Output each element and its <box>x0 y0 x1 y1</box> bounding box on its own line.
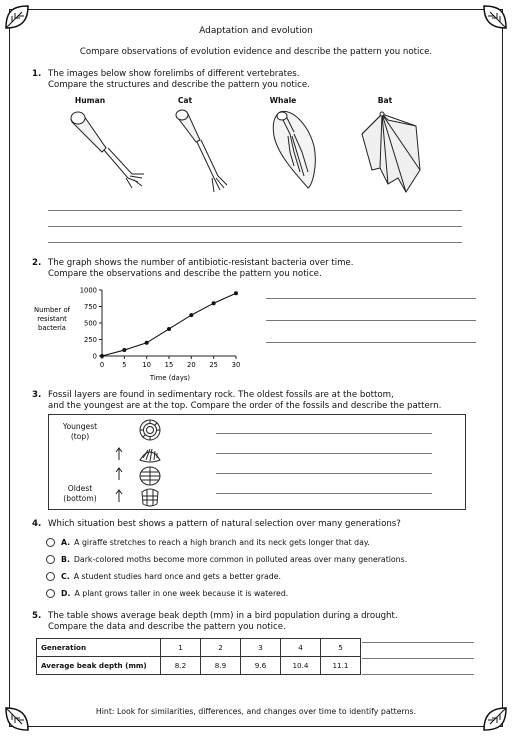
limb-label-bat: Bat <box>377 96 393 105</box>
radio-circle-icon[interactable] <box>46 589 55 598</box>
bat-wing-image <box>354 106 424 196</box>
table-cell: 2 <box>201 639 241 657</box>
oldest-label-line: (bottom) <box>63 494 97 503</box>
data-point <box>189 313 193 317</box>
question-5-line-1: The table shows average beak depth (mm) in a bird population during a drought. <box>48 611 398 621</box>
y-tick-label: 250 <box>84 335 97 344</box>
table-cell: 10.4 <box>281 657 321 675</box>
x-tick-label: 5 <box>122 361 127 369</box>
intro-text: Compare observations of evolution evidence and describe the pattern you notice. <box>79 47 433 57</box>
table-cell: 4 <box>281 639 321 657</box>
y-tick-label: 500 <box>84 319 97 328</box>
answer-line <box>266 298 476 299</box>
answer-line <box>216 453 432 454</box>
question-4-text: Which situation best shows a pattern of natural selection over many generations? <box>48 519 401 529</box>
answer-line <box>48 226 462 227</box>
y-tick-label: 1000 <box>79 286 97 295</box>
y-tick-label: 0 <box>92 352 97 361</box>
table-cell: 8.9 <box>201 657 241 675</box>
question-3-text <box>48 390 441 412</box>
table-cell: 5 <box>321 639 361 657</box>
x-tick-label: 0 <box>99 361 105 369</box>
answer-line <box>216 473 432 474</box>
question-1-line-1: The images below show forelimbs of different vertebrates. <box>48 69 300 79</box>
option-text: Dark-colored moths become more common in polluted areas over many generations. <box>73 555 408 564</box>
x-axis-label: Time (days) <box>149 374 191 382</box>
y-axis-label-line: Number of <box>33 306 71 314</box>
question-3-line-2: and the youngest are at the top. Compare the order of the fossils and describe the pattern. <box>48 401 442 411</box>
radio-circle-icon[interactable] <box>46 538 55 547</box>
fossil-column <box>110 416 170 508</box>
answer-option-d[interactable] <box>46 589 288 598</box>
answer-line <box>266 320 476 321</box>
trilobite-fossil-icon <box>142 489 158 506</box>
data-point <box>212 301 216 305</box>
table-cell: Generation <box>37 639 161 657</box>
cat-forelimb-image <box>170 108 240 198</box>
question-3-line-1: Fossil layers are found in sedimentary rock. The oldest fossils are at the bottom, <box>48 390 394 400</box>
oldest-label <box>52 484 108 504</box>
up-arrow-icon <box>116 468 122 480</box>
answer-line <box>362 674 474 675</box>
table-cell: Average beak depth (mm) <box>37 657 161 675</box>
question-number: 5. <box>32 611 42 621</box>
answer-line <box>48 210 462 211</box>
x-tick-label: 30 <box>231 361 241 369</box>
question-number: 4. <box>32 519 42 529</box>
question-number: 2. <box>32 258 42 268</box>
table-cell: 11.1 <box>321 657 361 675</box>
table-row <box>37 657 361 675</box>
answer-option-c[interactable] <box>46 572 281 581</box>
answer-line <box>48 242 462 243</box>
page-title: Adaptation and evolution <box>199 26 313 36</box>
question-5-text <box>48 611 398 633</box>
data-point <box>145 341 149 345</box>
answer-line <box>362 658 474 659</box>
question-2-text <box>48 258 354 280</box>
x-tick-label: 15 <box>164 361 174 369</box>
option-text: A plant grows taller in one week because it is watered. <box>74 589 289 598</box>
data-point <box>167 327 171 331</box>
data-point <box>234 291 238 295</box>
whale-flipper-image <box>268 106 324 192</box>
oldest-label-line: Oldest <box>67 484 93 493</box>
youngest-label <box>52 422 108 442</box>
radio-circle-icon[interactable] <box>46 572 55 581</box>
y-axis-label-line: resistant <box>37 315 67 323</box>
option-letter: B. <box>61 555 70 564</box>
resistance-line-chart <box>30 282 250 388</box>
answer-option-b[interactable] <box>46 555 407 564</box>
question-1-line-2: Compare the structures and describe the pattern you notice. <box>48 80 310 90</box>
radio-circle-icon[interactable] <box>46 555 55 564</box>
option-text: A giraffe stretches to reach a high branch and its neck gets longer that day. <box>74 538 370 547</box>
answer-option-a[interactable] <box>46 538 370 547</box>
answer-line <box>266 342 476 343</box>
question-2-line-1: The graph shows the number of antibiotic-resistant bacteria over time. <box>48 258 354 268</box>
question-number: 1. <box>32 69 42 79</box>
hint-text: Hint: Look for similarities, differences, and changes over time to identify patterns. <box>95 707 417 716</box>
answer-line <box>362 642 474 643</box>
option-letter: A. <box>61 538 71 547</box>
up-arrow-icon <box>116 448 122 460</box>
answer-line <box>216 493 432 494</box>
x-tick-label: 25 <box>209 361 218 369</box>
question-1-text <box>48 69 310 91</box>
question-number: 3. <box>32 390 42 400</box>
limb-label-cat: Cat <box>177 96 193 105</box>
youngest-label-line: (top) <box>70 432 90 441</box>
youngest-label-line: Youngest <box>62 422 98 431</box>
ammonite-fossil-icon <box>140 420 160 440</box>
up-arrow-icon <box>116 490 122 502</box>
option-letter: D. <box>61 589 71 598</box>
table-cell: 3 <box>241 639 281 657</box>
y-axis-label-line: bacteria <box>38 324 66 332</box>
shell-fossil-icon <box>140 449 160 462</box>
human-forelimb-image <box>66 108 156 198</box>
data-point <box>122 348 126 352</box>
ribbed-shell-fossil-icon <box>140 467 160 485</box>
option-letter: C. <box>61 572 70 581</box>
table-cell: 9.6 <box>241 657 281 675</box>
question-5-line-2: Compare the data and describe the pattern you notice. <box>48 622 286 632</box>
question-2-line-2: Compare the observations and describe the pattern you notice. <box>48 269 322 279</box>
series-line <box>102 293 236 356</box>
limb-label-whale: Whale <box>269 96 297 105</box>
limb-label-human: Human <box>74 96 106 105</box>
beak-depth-table <box>36 638 361 675</box>
table-cell: 1 <box>161 639 201 657</box>
option-text: A student studies hard once and gets a better grade. <box>73 572 282 581</box>
table-header-row <box>37 639 361 657</box>
x-tick-label: 10 <box>142 361 151 369</box>
table-cell: 8.2 <box>161 657 201 675</box>
answer-line <box>216 433 432 434</box>
y-tick-label: 750 <box>84 302 97 311</box>
x-tick-label: 20 <box>187 361 196 369</box>
data-point <box>100 354 104 358</box>
